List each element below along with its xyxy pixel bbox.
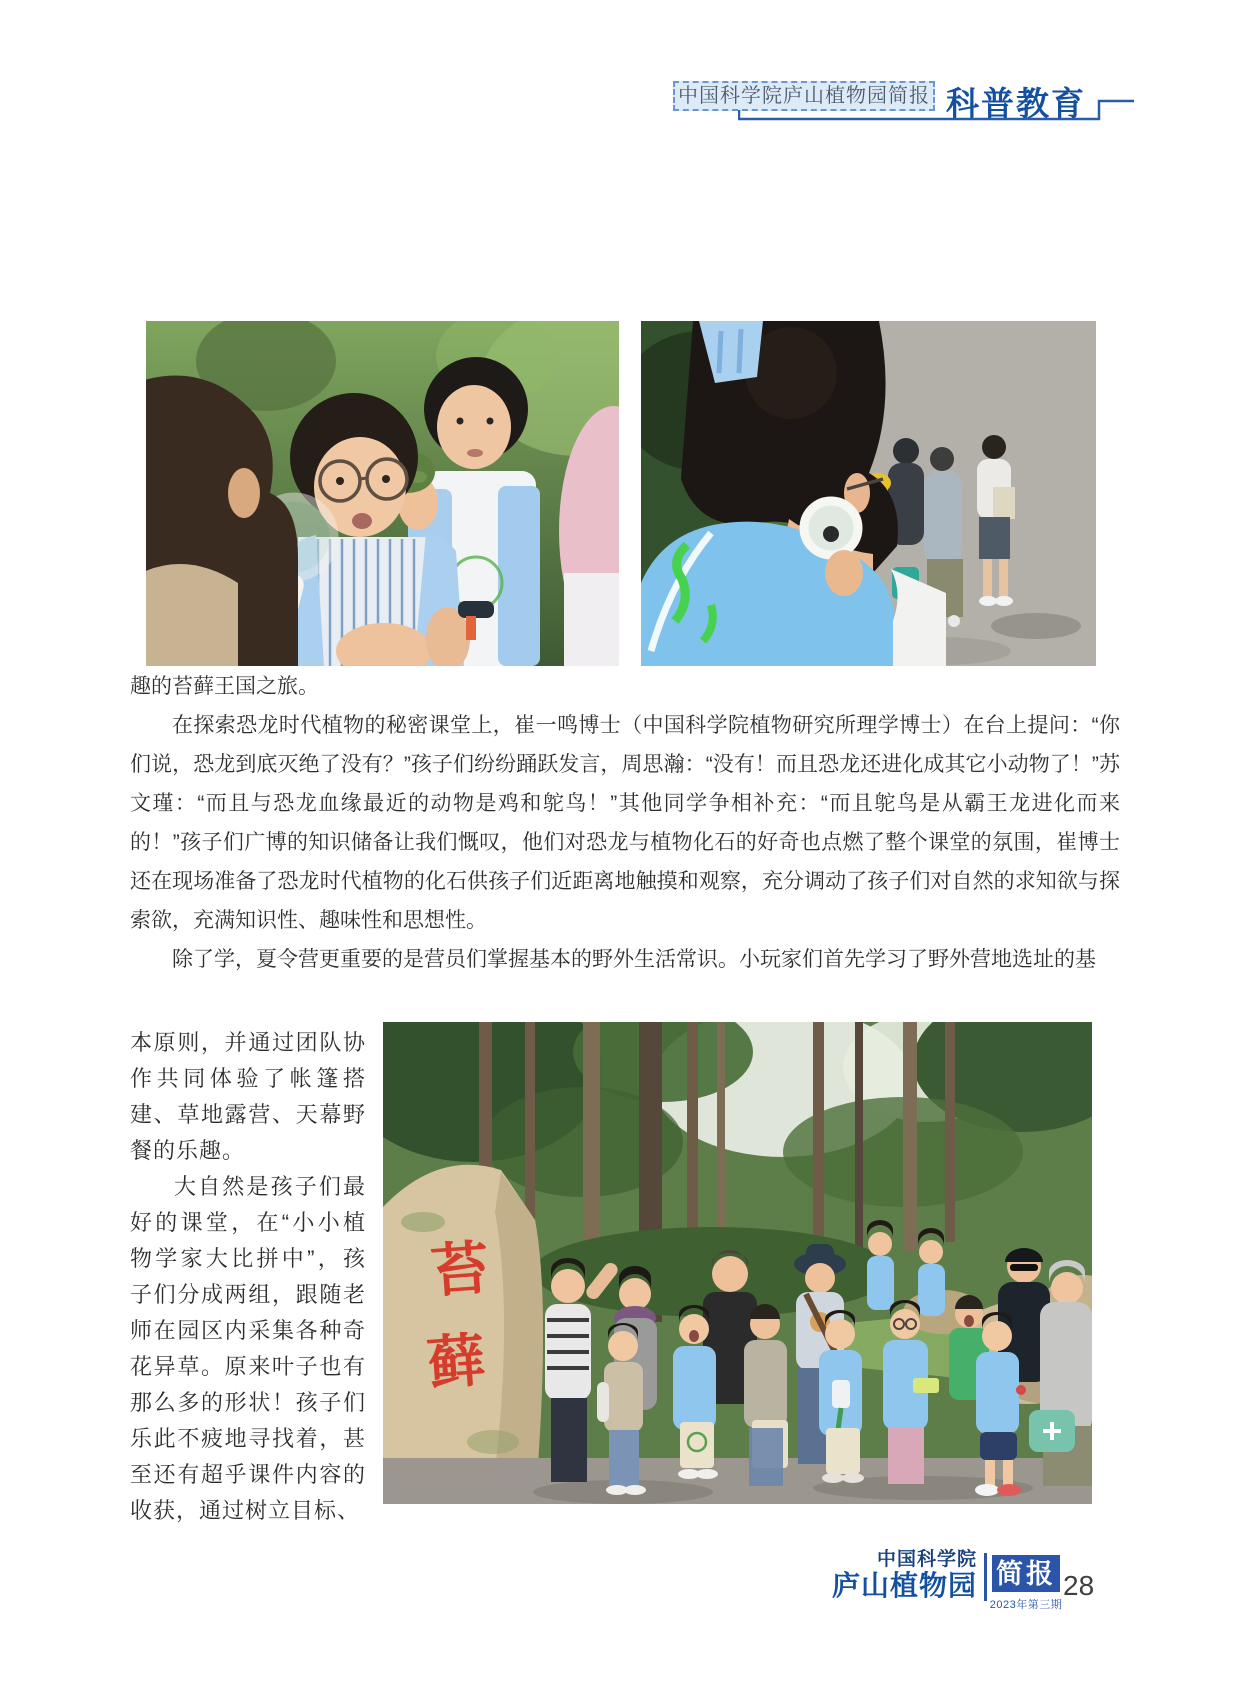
footer-issue-label: 2023年第三期: [989, 1599, 1063, 1611]
header-bulletin-label: 中国科学院庐山植物园简报: [678, 85, 930, 107]
rock-calligraphy-bottom: 藓: [424, 1325, 488, 1398]
footer-page-number: 28: [1063, 1570, 1095, 1601]
header-section-title: 科普教育: [946, 85, 1086, 122]
moss-rock: [383, 1165, 543, 1504]
photo-camper-back-magnifier: [641, 321, 1096, 666]
photo-group-forest: [383, 1022, 1092, 1504]
rock-calligraphy-top: 苔: [428, 1233, 492, 1306]
footer-org-line1: 中国科学院: [876, 1549, 977, 1570]
paragraph-moss-tail: 趣的苔藓王国之旅。: [130, 675, 319, 698]
footer-divider: [984, 1553, 987, 1601]
header-bracket-line: [738, 98, 1138, 122]
footer-bulletin-badge: 简报: [992, 1555, 1060, 1592]
paragraph-camp-lead: 除了学，夏令营更重要的是营员们掌握基本的野外生活常识。小玩家们首先学习了野外营地选址的基: [172, 948, 1096, 971]
article-wrap-column: [130, 1025, 366, 1529]
photo-camper-back-art: [641, 321, 1096, 666]
photo-group-forest-art: [383, 1022, 1092, 1504]
footer-organization: [737, 1549, 977, 1601]
paragraph-nature-class: 大自然是孩子们最好的课堂，在“小小植物学家大比拼中”，孩子们分成两组，跟随老师在园区内采集各种奇花异草。原来叶子也有那么多的形状！孩子们乐此不疲地寻找着，甚至还有超乎课件内容的收获，通过树立目标、: [130, 1174, 366, 1523]
footer-org-line2: 庐山植物园: [831, 1570, 977, 1601]
paragraph-dinosaur-class: 在探索恐龙时代植物的秘密课堂上，崔一鸣博士（中国科学院植物研究所理学博士）在台上提问：“你们说，恐龙到底灭绝了没有？”孩子们纷纷踊跃发言，周思瀚：“没有！而且恐龙还进化成其它小动物了！”苏文瑾：“而且与恐龙血缘最近的动物是鸡和鸵鸟！”其他同学争相补充：“而且鸵鸟是从霸王龙进化而来的！”孩子们广博的知识储备让我们慨叹，他们对恐龙与植物化石的好奇也点燃了整个课堂的氛围，崔博士还在现场准备了恐龙时代植物的化石供孩子们近距离地触摸和观察，充分调动了孩子们对自然的求知欲与探索欲，充满知识性、趣味性和思想性。: [130, 714, 1120, 932]
paragraph-camp-continued: 本原则，并通过团队协作共同体验了帐篷搭建、草地露营、天幕野餐的乐趣。: [130, 1030, 366, 1163]
article-body: [130, 667, 1120, 979]
photo-kids-magnifier-moss-art: [146, 321, 619, 666]
photo-kids-magnifier-moss: [146, 321, 619, 666]
